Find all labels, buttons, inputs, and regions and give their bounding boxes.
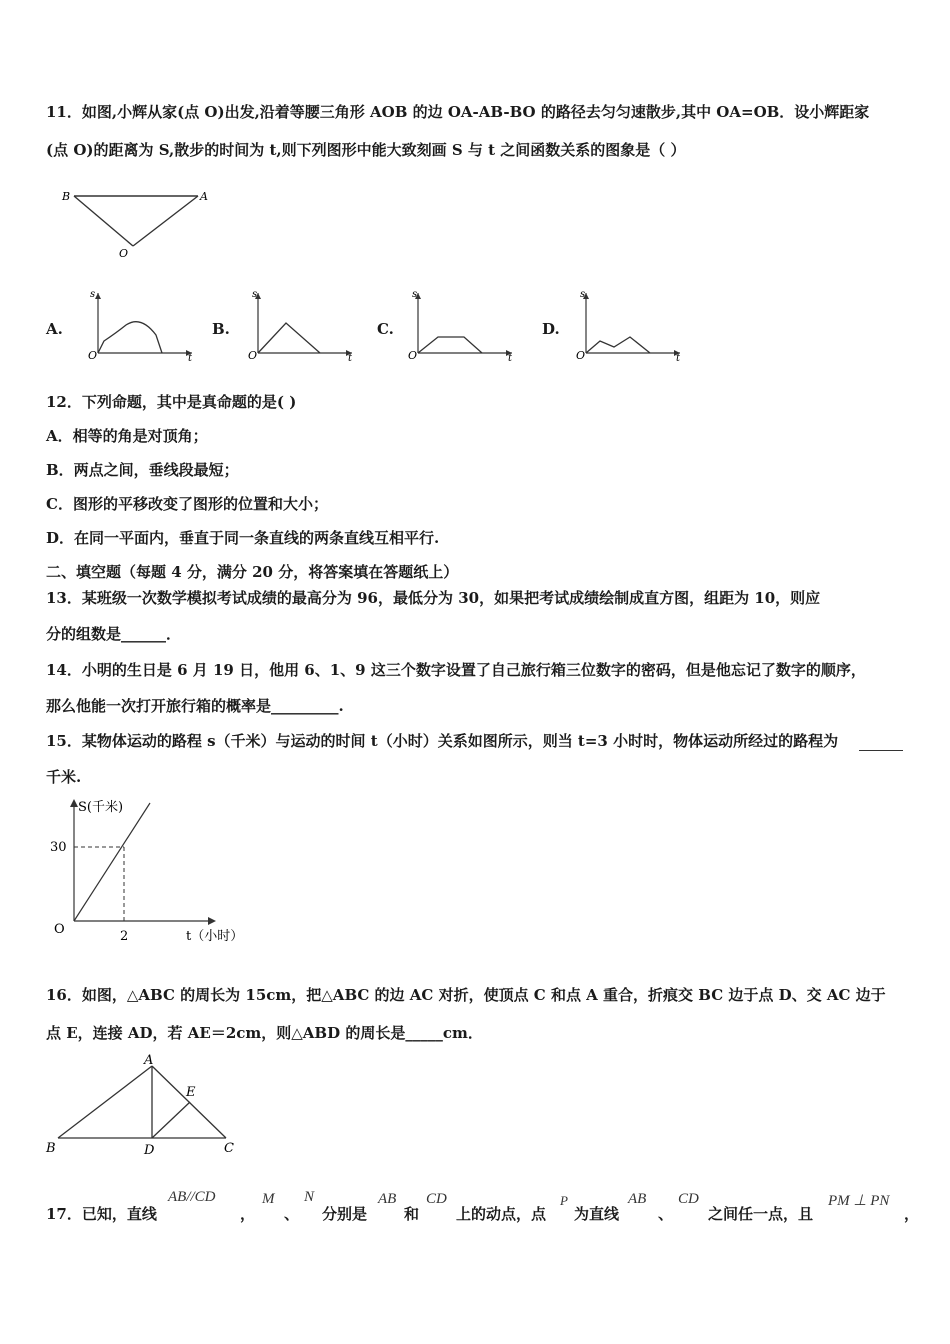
svg-text:s: s bbox=[252, 289, 258, 300]
q17-text-4: 分别是 bbox=[322, 1205, 368, 1223]
s-t-line bbox=[74, 803, 150, 921]
section-heading: 二、填空题（每题 4 分，满分 20 分，将答案填在答题纸上） bbox=[46, 563, 459, 581]
svg-text:O: O bbox=[248, 349, 258, 362]
svg-text:s: s bbox=[90, 289, 96, 300]
q11-line1: 11．如图,小辉从家(点 O)出发,沿着等腰三角形 AOB 的边 OA-AB-BO 的路径去匀匀速散步,其中 OA=OB．设小辉距家 bbox=[46, 103, 870, 121]
q17-math-cd: CD bbox=[426, 1191, 447, 1207]
q11-option-a-label[interactable]: A. bbox=[46, 320, 63, 338]
q17-math-cd-2: CD bbox=[678, 1191, 699, 1207]
svg-text:O: O bbox=[576, 349, 586, 362]
q16-triangle-figure bbox=[40, 1050, 250, 1160]
svg-text:O: O bbox=[408, 349, 418, 362]
q14-line2: 那么他能一次打开旅行箱的概率是_________. bbox=[46, 697, 344, 715]
q11-triangle-figure bbox=[56, 180, 216, 265]
q11-option-a-graph[interactable] bbox=[86, 285, 201, 365]
side-ab bbox=[58, 1066, 152, 1138]
q16-line2: 点 E，连接 AD，若 AE＝2cm，则△ABD 的周长是_____cm． bbox=[46, 1024, 483, 1042]
svg-text:t: t bbox=[508, 353, 513, 364]
svg-text:O: O bbox=[88, 349, 98, 362]
q13-line1: 13．某班级一次数学模拟考试成绩的最高分为 96，最低分为 30，如果把考试成绩绘制成直方图，组距为 10，则应 bbox=[46, 589, 821, 607]
q11-option-d-label[interactable]: D. bbox=[542, 320, 560, 338]
label-b: B bbox=[62, 190, 71, 203]
q17-math-ab-2: AB bbox=[628, 1191, 647, 1207]
q17-text-2: ， bbox=[240, 1205, 256, 1223]
q17-text-8: 、 bbox=[658, 1205, 674, 1223]
label-c: C bbox=[224, 1141, 234, 1156]
q17-text-3: 、 bbox=[284, 1205, 300, 1223]
q12-option-d: D．在同一平面内，垂直于同一条直线的两条直线互相平行. bbox=[46, 529, 440, 547]
svg-text:t: t bbox=[188, 353, 193, 364]
edge-bo bbox=[74, 196, 133, 246]
svg-text:s: s bbox=[580, 289, 586, 300]
edge-ao bbox=[133, 196, 198, 246]
svg-text:t: t bbox=[348, 353, 353, 364]
q12-option-c: C．图形的平移改变了图形的位置和大小； bbox=[46, 495, 328, 513]
q12-stem: 12．下列命题，其中是真命题的是( ) bbox=[46, 393, 297, 411]
q13-line2: 分的组数是______． bbox=[46, 625, 182, 643]
q12-option-a: A．相等的角是对顶角； bbox=[46, 427, 208, 445]
label-d: D bbox=[144, 1143, 155, 1158]
svg-text:t: t bbox=[676, 353, 681, 364]
q15-line1: 15．某物体运动的路程 s（千米）与运动的时间 t（小时）关系如图所示，则当 t=3 小时时，物体运动所经过的路程为 bbox=[46, 732, 839, 750]
q15-line2: 千米. bbox=[46, 768, 82, 786]
q11-option-b-graph[interactable] bbox=[246, 285, 361, 365]
x-axis-label: t（小时） bbox=[186, 929, 244, 944]
origin-label: O bbox=[54, 922, 65, 937]
q17-math-m: M bbox=[262, 1191, 275, 1207]
q11-option-d-graph[interactable] bbox=[574, 285, 689, 365]
q15-answer-blank bbox=[859, 750, 903, 751]
segment-de bbox=[152, 1102, 190, 1138]
q11-option-c-graph[interactable] bbox=[406, 285, 521, 365]
q17-text-9: 之间任一点，且 bbox=[708, 1205, 814, 1223]
q17-math-n: N bbox=[304, 1189, 315, 1205]
y-tick-30: 30 bbox=[50, 840, 67, 855]
label-o: O bbox=[119, 247, 129, 260]
q11-option-c-label[interactable]: C. bbox=[377, 320, 394, 338]
label-e: E bbox=[186, 1085, 196, 1100]
q11-line2: (点 O)的距离为 S,散步的时间为 t,则下列图形中能大致刻画 S 与 t 之间函数关系的图象是（ ） bbox=[46, 141, 686, 159]
x-tick-2: 2 bbox=[120, 929, 129, 944]
q17-math-pm-perp-pn: PM ⊥ PN bbox=[828, 1193, 890, 1209]
y-axis-label: S(千米) bbox=[78, 800, 124, 815]
q17-math-ab-parallel-cd: AB//CD bbox=[168, 1189, 216, 1205]
q17-text-5: 和 bbox=[404, 1205, 420, 1223]
q17-text-6: 上的动点，点 bbox=[456, 1205, 547, 1223]
q16-line1: 16．如图，△ABC 的周长为 15cm，把△ABC 的边 AC 对折，使顶点 C 和点 A 重合，折痕交 BC 边于点 D、交 AC 边于 bbox=[46, 986, 886, 1004]
q17-text-1: 17．已知，直线 bbox=[46, 1205, 157, 1223]
label-a: A bbox=[144, 1053, 154, 1068]
q11-option-b-label[interactable]: B. bbox=[212, 320, 230, 338]
q12-option-b: B．两点之间，垂线段最短； bbox=[46, 461, 239, 479]
q17-text-7: 为直线 bbox=[574, 1205, 620, 1223]
q15-distance-time-graph bbox=[40, 795, 270, 950]
label-a: A bbox=[200, 190, 208, 203]
q14-line1: 14．小明的生日是 6 月 19 日，他用 6、1、9 这三个数字设置了自己旅行箱三位数字的密码，但是他忘记了数字的顺序， bbox=[46, 661, 866, 679]
q17-math-ab: AB bbox=[378, 1191, 397, 1207]
svg-text:s: s bbox=[412, 289, 418, 300]
label-b: B bbox=[46, 1141, 56, 1156]
q17-text-10: ， bbox=[904, 1205, 920, 1223]
q17-math-p: P bbox=[560, 1193, 568, 1208]
